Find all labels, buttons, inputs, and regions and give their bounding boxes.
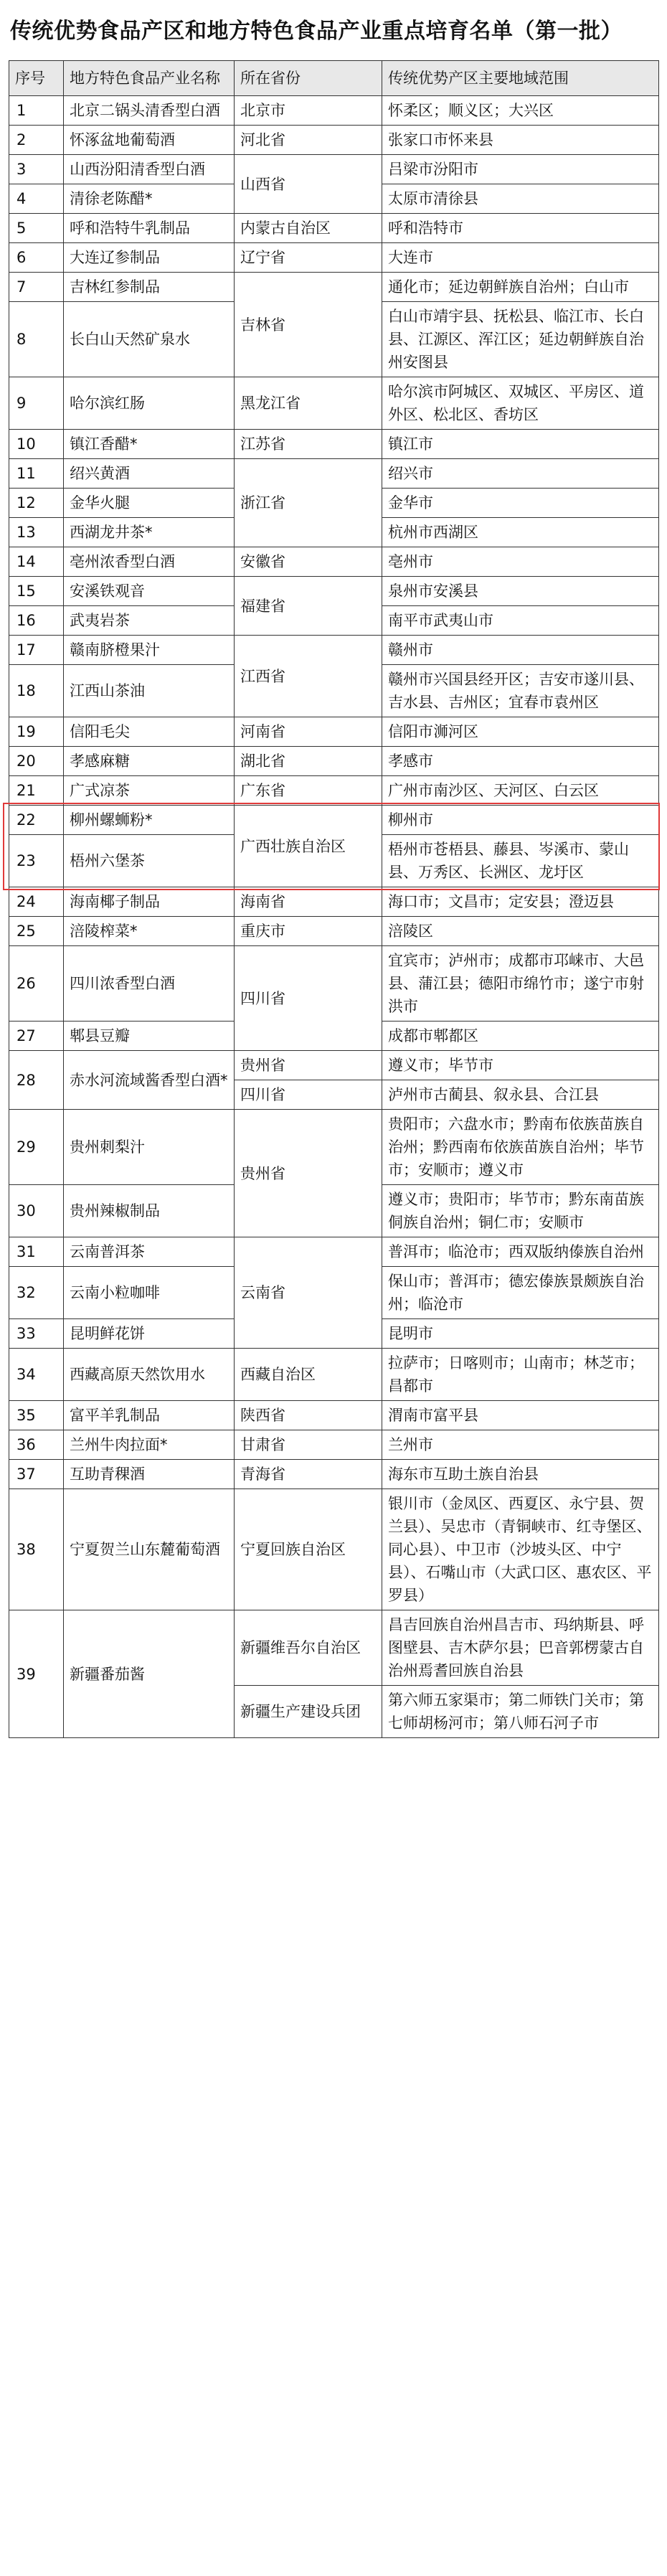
- cell-no: 22: [9, 806, 64, 835]
- cell-industry-name: 广式凉茶: [64, 776, 235, 806]
- cell-province: 云南省: [235, 1237, 382, 1349]
- cell-province: 北京市: [235, 96, 382, 126]
- cell-no: 33: [9, 1319, 64, 1349]
- cell-province: 贵州省: [235, 1051, 382, 1080]
- cell-industry-name: 新疆番茄酱: [64, 1610, 235, 1738]
- cell-industry-name: 哈尔滨红肠: [64, 377, 235, 430]
- cell-province: 宁夏回族自治区: [235, 1489, 382, 1610]
- cell-area: 第六师五家渠市；第二师铁门关市；第七师胡杨河市；第八师石河子市: [382, 1686, 659, 1738]
- cell-no: 11: [9, 459, 64, 489]
- cell-no: 14: [9, 547, 64, 577]
- cell-area: 兰州市: [382, 1430, 659, 1460]
- table-row: [9, 155, 659, 184]
- cell-province: 浙江省: [235, 459, 382, 547]
- table-row: [9, 577, 659, 606]
- cell-province: 广西壮族自治区: [235, 806, 382, 887]
- table-row: [9, 1051, 659, 1080]
- table-row: [9, 946, 659, 1022]
- cell-industry-name: 信阳毛尖: [64, 717, 235, 747]
- cell-province: 吉林省: [235, 273, 382, 377]
- cell-province: 山西省: [235, 155, 382, 214]
- cell-industry-name: 梧州六堡茶: [64, 835, 235, 887]
- cell-industry-name: 西藏高原天然饮用水: [64, 1349, 235, 1401]
- table-row: [9, 636, 659, 665]
- cell-area: 宜宾市；泸州市；成都市邛崃市、大邑县、蒲江县；德阳市绵竹市；遂宁市射洪市: [382, 946, 659, 1022]
- cell-province: 内蒙古自治区: [235, 214, 382, 243]
- cell-industry-name: 吉林红参制品: [64, 273, 235, 302]
- food-industry-table: [9, 60, 659, 1738]
- cell-province: 辽宁省: [235, 243, 382, 273]
- cell-area: 哈尔滨市阿城区、双城区、平房区、道外区、松北区、香坊区: [382, 377, 659, 430]
- cell-no: 5: [9, 214, 64, 243]
- cell-no: 16: [9, 606, 64, 636]
- cell-no: 38: [9, 1489, 64, 1610]
- cell-no: 19: [9, 717, 64, 747]
- cell-area: 梧州市苍梧县、藤县、岑溪市、蒙山县、万秀区、长洲区、龙圩区: [382, 835, 659, 887]
- cell-no: 26: [9, 946, 64, 1022]
- header-name: 地方特色食品产业名称: [64, 61, 235, 96]
- cell-province: 新疆维吾尔自治区: [235, 1610, 382, 1686]
- cell-no: 1: [9, 96, 64, 126]
- table-row: [9, 776, 659, 806]
- document-title: 传统优势食品产区和地方特色食品产业重点培育名单（第一批）: [10, 19, 623, 44]
- cell-area: 金华市: [382, 489, 659, 518]
- cell-industry-name: 江西山茶油: [64, 665, 235, 717]
- header-row: [9, 61, 659, 96]
- cell-industry-name: 富平羊乳制品: [64, 1401, 235, 1430]
- cell-area: 赣州市兴国县经开区；吉安市遂川县、吉水县、吉州区；宜春市袁州区: [382, 665, 659, 717]
- cell-area: 杭州市西湖区: [382, 518, 659, 547]
- cell-no: 2: [9, 126, 64, 155]
- cell-no: 9: [9, 377, 64, 430]
- cell-no: 18: [9, 665, 64, 717]
- cell-no: 4: [9, 184, 64, 214]
- cell-area: 绍兴市: [382, 459, 659, 489]
- table-row: [9, 887, 659, 917]
- cell-industry-name: 西湖龙井茶*: [64, 518, 235, 547]
- table-row: [9, 806, 659, 835]
- table-row: [9, 430, 659, 459]
- table-header: [9, 61, 659, 96]
- cell-industry-name: 大连辽参制品: [64, 243, 235, 273]
- cell-no: 6: [9, 243, 64, 273]
- cell-industry-name: 绍兴黄酒: [64, 459, 235, 489]
- cell-area: 涪陵区: [382, 917, 659, 946]
- table-row: [9, 747, 659, 776]
- cell-no: 23: [9, 835, 64, 887]
- cell-province: 四川省: [235, 946, 382, 1051]
- cell-province: 青海省: [235, 1460, 382, 1489]
- cell-no: 21: [9, 776, 64, 806]
- cell-province: 贵州省: [235, 1110, 382, 1237]
- cell-no: 12: [9, 489, 64, 518]
- cell-area: 银川市（金凤区、西夏区、永宁县、贺兰县）、吴忠市（青铜峡市、红寺堡区、同心县）、中卫市（沙坡头区、中宁县）、石嘴山市（大武口区、惠农区、平罗县）: [382, 1489, 659, 1610]
- table-row: [9, 459, 659, 489]
- table-row: [9, 273, 659, 302]
- cell-province: 河南省: [235, 717, 382, 747]
- cell-no: 7: [9, 273, 64, 302]
- cell-industry-name: 镇江香醋*: [64, 430, 235, 459]
- cell-province: 甘肃省: [235, 1430, 382, 1460]
- cell-industry-name: 孝感麻糖: [64, 747, 235, 776]
- cell-province: 西藏自治区: [235, 1349, 382, 1401]
- cell-industry-name: 贵州刺梨汁: [64, 1110, 235, 1185]
- cell-industry-name: 郫县豆瓣: [64, 1022, 235, 1051]
- cell-area: 怀柔区；顺义区；大兴区: [382, 96, 659, 126]
- cell-industry-name: 柳州螺蛳粉*: [64, 806, 235, 835]
- table-row: [9, 917, 659, 946]
- cell-no: 31: [9, 1237, 64, 1267]
- cell-industry-name: 赤水河流域酱香型白酒*: [64, 1051, 235, 1110]
- cell-province: 江西省: [235, 636, 382, 717]
- cell-area: 柳州市: [382, 806, 659, 835]
- table-row: [9, 1110, 659, 1185]
- table-row: [9, 243, 659, 273]
- cell-industry-name: 金华火腿: [64, 489, 235, 518]
- cell-no: 34: [9, 1349, 64, 1401]
- table-row: [9, 214, 659, 243]
- cell-no: 13: [9, 518, 64, 547]
- cell-area: 遵义市；毕节市: [382, 1051, 659, 1080]
- cell-area: 遵义市；贵阳市；毕节市；黔东南苗族侗族自治州；铜仁市；安顺市: [382, 1185, 659, 1237]
- header-no: 序号: [9, 61, 64, 96]
- cell-area: 张家口市怀来县: [382, 126, 659, 155]
- cell-area: 孝感市: [382, 747, 659, 776]
- cell-no: 29: [9, 1110, 64, 1185]
- table-row: [9, 1460, 659, 1489]
- cell-area: 镇江市: [382, 430, 659, 459]
- cell-province: 黑龙江省: [235, 377, 382, 430]
- table-body: [9, 96, 659, 1738]
- cell-industry-name: 贵州辣椒制品: [64, 1185, 235, 1237]
- cell-province: 海南省: [235, 887, 382, 917]
- cell-province: 湖北省: [235, 747, 382, 776]
- cell-no: 32: [9, 1267, 64, 1319]
- cell-area: 通化市；延边朝鲜族自治州；白山市: [382, 273, 659, 302]
- cell-area: 昌吉回族自治州昌吉市、玛纳斯县、呼图壁县、吉木萨尔县；巴音郭楞蒙古自治州焉耆回族自治县: [382, 1610, 659, 1686]
- cell-no: 28: [9, 1051, 64, 1110]
- cell-industry-name: 宁夏贺兰山东麓葡萄酒: [64, 1489, 235, 1610]
- cell-industry-name: 涪陵榨菜*: [64, 917, 235, 946]
- cell-province: 江苏省: [235, 430, 382, 459]
- cell-industry-name: 赣南脐橙果汁: [64, 636, 235, 665]
- cell-industry-name: 亳州浓香型白酒: [64, 547, 235, 577]
- cell-area: 呼和浩特市: [382, 214, 659, 243]
- cell-area: 泉州市安溪县: [382, 577, 659, 606]
- cell-industry-name: 武夷岩茶: [64, 606, 235, 636]
- table-row: [9, 1401, 659, 1430]
- cell-industry-name: 北京二锅头清香型白酒: [64, 96, 235, 126]
- cell-province: 四川省: [235, 1080, 382, 1110]
- cell-industry-name: 互助青稞酒: [64, 1460, 235, 1489]
- cell-area: 昆明市: [382, 1319, 659, 1349]
- cell-no: 37: [9, 1460, 64, 1489]
- cell-industry-name: 怀涿盆地葡萄酒: [64, 126, 235, 155]
- cell-industry-name: 海南椰子制品: [64, 887, 235, 917]
- cell-no: 10: [9, 430, 64, 459]
- cell-no: 15: [9, 577, 64, 606]
- cell-area: 太原市清徐县: [382, 184, 659, 214]
- table-row: [9, 547, 659, 577]
- table-row: [9, 1237, 659, 1267]
- table-row: [9, 1489, 659, 1610]
- cell-area: 白山市靖宇县、抚松县、临江市、长白县、江源区、浑江区；延边朝鲜族自治州安图县: [382, 302, 659, 377]
- cell-area: 渭南市富平县: [382, 1401, 659, 1430]
- cell-industry-name: 清徐老陈醋*: [64, 184, 235, 214]
- cell-industry-name: 长白山天然矿泉水: [64, 302, 235, 377]
- cell-industry-name: 兰州牛肉拉面*: [64, 1430, 235, 1460]
- cell-no: 39: [9, 1610, 64, 1738]
- cell-no: 20: [9, 747, 64, 776]
- table-row: [9, 1349, 659, 1401]
- cell-province: 重庆市: [235, 917, 382, 946]
- cell-area: 保山市；普洱市；德宏傣族景颇族自治州；临沧市: [382, 1267, 659, 1319]
- cell-no: 25: [9, 917, 64, 946]
- cell-no: 8: [9, 302, 64, 377]
- table-row: [9, 1610, 659, 1686]
- cell-province: 安徽省: [235, 547, 382, 577]
- cell-industry-name: 云南小粒咖啡: [64, 1267, 235, 1319]
- header-province: 所在省份: [235, 61, 382, 96]
- cell-industry-name: 呼和浩特牛乳制品: [64, 214, 235, 243]
- cell-industry-name: 山西汾阳清香型白酒: [64, 155, 235, 184]
- table-row: [9, 377, 659, 430]
- table-row: [9, 1430, 659, 1460]
- cell-no: 17: [9, 636, 64, 665]
- cell-area: 海口市；文昌市；定安县；澄迈县: [382, 887, 659, 917]
- cell-province: 广东省: [235, 776, 382, 806]
- cell-area: 海东市互助土族自治县: [382, 1460, 659, 1489]
- cell-province: 河北省: [235, 126, 382, 155]
- table-row: [9, 717, 659, 747]
- cell-area: 拉萨市；日喀则市；山南市；林芝市；昌都市: [382, 1349, 659, 1401]
- cell-no: 27: [9, 1022, 64, 1051]
- table-row: [9, 96, 659, 126]
- cell-no: 36: [9, 1430, 64, 1460]
- table-row: [9, 126, 659, 155]
- cell-province: 福建省: [235, 577, 382, 636]
- cell-province: 新疆生产建设兵团: [235, 1686, 382, 1738]
- cell-area: 亳州市: [382, 547, 659, 577]
- cell-province: 陕西省: [235, 1401, 382, 1430]
- cell-industry-name: 安溪铁观音: [64, 577, 235, 606]
- cell-no: 24: [9, 887, 64, 917]
- cell-area: 贵阳市；六盘水市；黔南布依族苗族自治州；黔西南布依族苗族自治州；毕节市；安顺市；遵义市: [382, 1110, 659, 1185]
- cell-area: 赣州市: [382, 636, 659, 665]
- cell-area: 广州市南沙区、天河区、白云区: [382, 776, 659, 806]
- cell-area: 泸州市古蔺县、叙永县、合江县: [382, 1080, 659, 1110]
- cell-area: 吕梁市汾阳市: [382, 155, 659, 184]
- header-area: 传统优势产区主要地域范围: [382, 61, 659, 96]
- cell-industry-name: 云南普洱茶: [64, 1237, 235, 1267]
- cell-area: 南平市武夷山市: [382, 606, 659, 636]
- cell-area: 成都市郫都区: [382, 1022, 659, 1051]
- cell-no: 30: [9, 1185, 64, 1237]
- cell-industry-name: 昆明鲜花饼: [64, 1319, 235, 1349]
- cell-area: 信阳市浉河区: [382, 717, 659, 747]
- cell-no: 3: [9, 155, 64, 184]
- cell-area: 大连市: [382, 243, 659, 273]
- cell-no: 35: [9, 1401, 64, 1430]
- cell-area: 普洱市；临沧市；西双版纳傣族自治州: [382, 1237, 659, 1267]
- cell-industry-name: 四川浓香型白酒: [64, 946, 235, 1022]
